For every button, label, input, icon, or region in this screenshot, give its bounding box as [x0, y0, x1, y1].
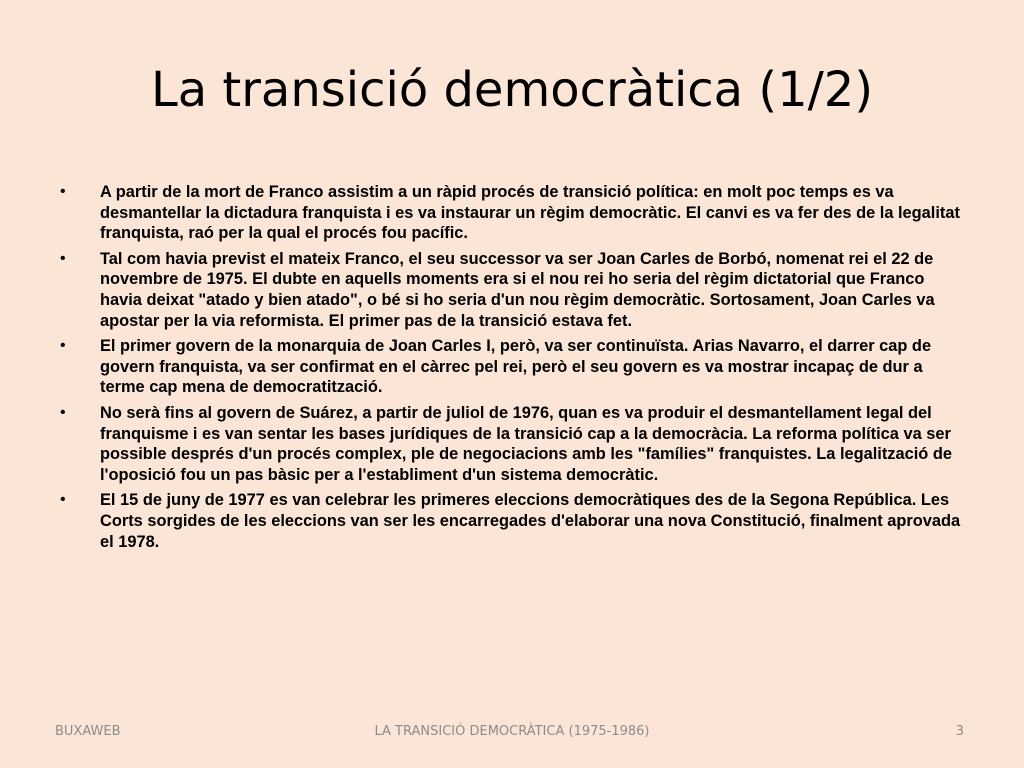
bullet-text: A partir de la mort de Franco assistim a un ràpid procés de transició política: en molt poc temps es va desmantellar la dictadura franquista i es va instaurar un règim democràtic. El canvi es va fer des de la legalitat franquista, raó per la qual el procés fou pacífic.: [100, 183, 960, 243]
bullet-icon: •: [60, 491, 66, 509]
footer-author: BUXAWEB: [55, 724, 121, 739]
slide-number: 3: [955, 724, 964, 739]
bullet-item: [60, 249, 970, 331]
bullet-text: Tal com havia previst el mateix Franco, el seu successor va ser Joan Carles de Borbó, nomenat rei el 22 de novembre de 1975. El dubte en aquells moments era si el nou rei ho seria del règim dictatorial que Franco havia deixat "atado y bien atado", o bé si ho seria d'un nou règim democràtic. Sortosament, Joan Carles va apostar per la via reformista. El primer pas de la transició estava fet.: [100, 249, 935, 330]
bullet-list: [60, 182, 970, 557]
bullet-text: El 15 de juny de 1977 es van celebrar les primeres eleccions democràtiques des de la Segona República. Les Corts sorgides de les eleccions van ser les encarregades d'elaborar una nova Constitució, finalment aprovada el 1978.: [100, 491, 961, 551]
bullet-icon: •: [60, 337, 66, 355]
bullet-icon: •: [60, 403, 66, 421]
bullet-text: El primer govern de la monarquia de Joan Carles I, però, va ser continuïsta. Arias Navarro, el darrer cap de govern franquista, va ser confirmat en el càrrec pel rei, però el seu govern es va mostrar incapaç de dur a terme cap mena de democratització.: [100, 337, 932, 397]
bullet-item: [60, 490, 970, 552]
slide-title: La transició democràtica (1/2): [150, 62, 874, 118]
bullet-icon: •: [60, 249, 66, 267]
bullet-item: [60, 336, 970, 398]
bullet-item: [60, 403, 970, 485]
footer-title: LA TRANSICIÓ DEMOCRÀTICA (1975-1986): [374, 724, 650, 739]
bullet-item: [60, 182, 970, 244]
bullet-icon: •: [60, 183, 66, 200]
bullet-text: No serà fins al govern de Suárez, a partir de juliol de 1976, quan es va produir el desmantellament legal del franquisme i es van sentar les bases jurídiques de la transició cap a la democràcia. La reforma política va ser possible després d'un procés complex, ple de negociacions amb les "famílies" franquistes. La legalització de l'oposició fou un pas bàsic per a l'establiment d'un sistema democràtic.: [100, 403, 952, 484]
